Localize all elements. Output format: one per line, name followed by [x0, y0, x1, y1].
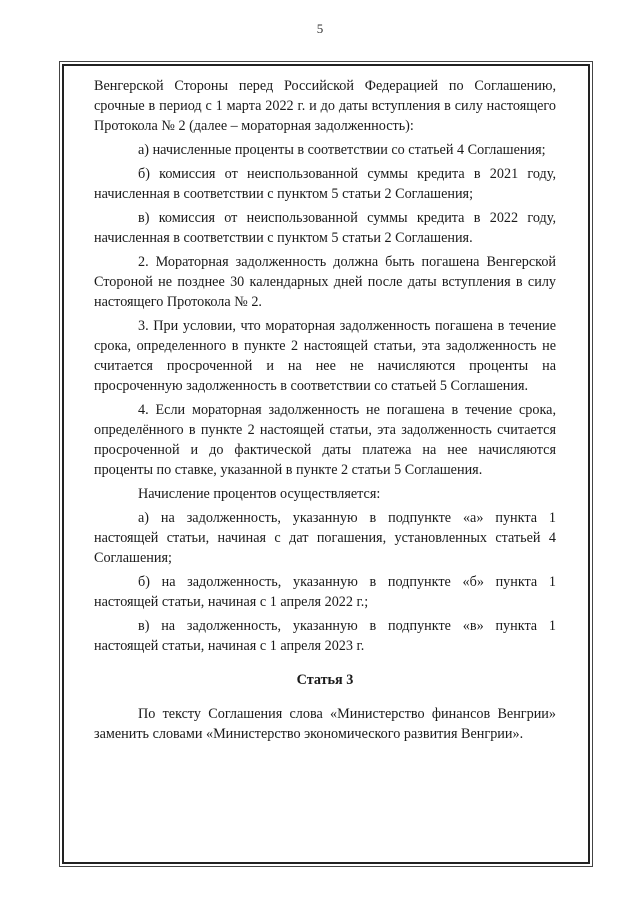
clause-3: 3. При условии, что мораторная задолженность погашена в течение срока, определенного в пункте 2 настоящей статьи, эта задолженность не считается просроченной и на нее не начисляются проценты на просроченную задолженность в соответствии со статьей 5 Соглашения. — [94, 318, 556, 394]
article-title: Статья 3 — [296, 672, 354, 688]
page-number: 5 — [316, 21, 324, 36]
paragraph-continuation: Венгерской Стороны перед Российской Федерацией по Соглашению, срочные в период с 1 марта 2022 г. и до даты вступления в силу настоящего Протокола № 2 (далее – мораторная задолженность): — [94, 78, 556, 134]
article-3-text: По тексту Соглашения слова «Министерство финансов Венгрии» заменить словами «Министерство экономического развития Венгрии». — [94, 706, 556, 742]
interest-item-c: в) на задолженность, указанную в подпункте «в» пункта 1 настоящей статьи, начиная с 1 апреля 2023 г. — [94, 618, 556, 654]
list-item-c: в) комиссия от неиспользованной суммы кредита в 2022 году, начисленная в соответствии с пунктом 5 статьи 2 Соглашения. — [94, 210, 556, 246]
list-item-b: б) комиссия от неиспользованной суммы кредита в 2021 году, начисленная в соответствии с пунктом 5 статьи 2 Соглашения; — [94, 166, 556, 202]
clause-2: 2. Мораторная задолженность должна быть погашена Венгерской Стороной не позднее 30 календарных дней после даты вступления в силу настоящего Протокола № 2. — [94, 254, 556, 310]
list-item-a: а) начисленные проценты в соответствии со статьей 4 Соглашения; — [138, 142, 546, 158]
interest-item-a: а) на задолженность, указанную в подпункте «а» пункта 1 настоящей статьи, начиная с дат погашения, установленных статьей 4 Соглашения; — [94, 510, 556, 566]
clause-4: 4. Если мораторная задолженность не погашена в течение срока, определённого в пункте 2 настоящей статьи, эта задолженность считается просроченной и до фактической даты платежа на нее начисляются проценты по ставке, указанной в пункте 2 статьи 5 Соглашения. — [94, 402, 556, 478]
document-body — [94, 76, 556, 748]
interest-intro: Начисление процентов осуществляется: — [138, 486, 381, 502]
interest-item-b: б) на задолженность, указанную в подпункте «б» пункта 1 настоящей статьи, начиная с 1 апреля 2022 г.; — [94, 574, 556, 610]
